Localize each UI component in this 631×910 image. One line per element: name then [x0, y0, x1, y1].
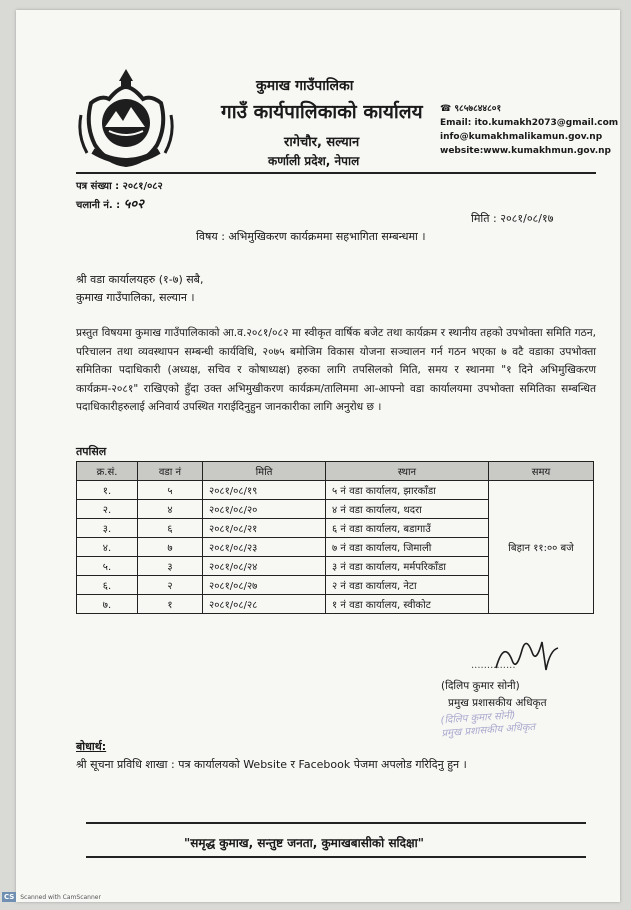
cell-serial: २.: [77, 500, 138, 519]
footer-divider-bottom: [86, 856, 586, 858]
recipient-line2: कुमाख गाउँपालिका, सल्यान ।: [76, 291, 195, 304]
contact-block: [440, 102, 618, 158]
col-date: मिति: [203, 462, 326, 481]
cell-ward: ६: [138, 519, 203, 538]
signatory-name: (दिलिप कुमार सोनी): [441, 680, 520, 692]
header-divider: [76, 172, 596, 174]
signatory-title: प्रमुख प्रशासकीय अधिकृत: [448, 697, 547, 709]
office-name-line1: कुमाख गाउँपालिका: [256, 78, 354, 94]
cell-ward: ३: [138, 557, 203, 576]
col-time: समय: [489, 462, 594, 481]
cell-place: ४ नं वडा कार्यालय, थदरा: [326, 500, 489, 519]
cell-serial: ४.: [77, 538, 138, 557]
table-row: [77, 481, 594, 500]
cell-time: बिहान ११:०० बजे: [489, 481, 594, 614]
website-url: website:www.kumakhmun.gov.np: [440, 146, 611, 156]
cell-ward: ५: [138, 481, 203, 500]
cell-place: २ नं वडा कार्यालय, नेटा: [326, 576, 489, 595]
cell-place: ६ नं वडा कार्यालय, बडागाउँ: [326, 519, 489, 538]
scanner-badge: CS: [4, 893, 15, 901]
handwritten-signature-icon: [486, 630, 566, 680]
dispatch-number-label: चलानी नं. :: [76, 200, 121, 211]
cell-place: ७ नं वडा कार्यालय, जिमाली: [326, 538, 489, 557]
schedule-header-row: [77, 462, 594, 481]
cell-date: २०८१/०८/२७: [203, 576, 326, 595]
letter-subject: विषय : अभिमुखिकरण कार्यक्रममा सहभागिता सम्बन्धमा ।: [196, 230, 426, 243]
cell-place: १ नं वडा कार्यालय, स्वीकोट: [326, 595, 489, 614]
letter-body: प्रस्तुत विषयमा कुमाख गाउँपालिकाको आ.व.२०८१/०८२ मा स्वीकृत वार्षिक बजेट तथा कार्यक्रम र स्थानीय तहको उपभोक्ता समिति गठन, परिचालन तथा व्यवस्थापन सम्बन्धी कार्यविधि, २०७५ बमोजिम विकास योजना सञ्चालन गर्न गठन भएका ७ वटै वडाका उपभोक्ता समितिका पदाधिकारी (अध्यक्ष, सचिव र कोषाध्यक्ष) हरुका लागि तपसिलको मिति, समय र स्थानमा "१ दिने अभिमुखिकरण कार्यक्रम-२०८१" राखिएको हुँदा उक्त अभिमुखीकरण कार्यक्रम/तालिममा आ-आफ्नो वडा कार्यालयमा उपभोक्ता समितिका सम्बन्धित पदाधिकारीहरुलाई अनिवार्य उपस्थित गराईदिनुहुन जानकारीका लागि अनुरोध छ ।: [76, 327, 596, 413]
email-primary: Email: ito.kumakh2073@gmail.com: [440, 118, 619, 128]
footer-divider-top: [86, 822, 586, 824]
cell-serial: ५.: [77, 557, 138, 576]
recipient-line1: श्री वडा कार्यालयहरु (१-७) सबै,: [76, 273, 204, 286]
cell-serial: १.: [77, 481, 138, 500]
office-address-line1: रागेचौर, सल्यान: [284, 135, 360, 150]
municipality-motto: "समृद्ध कुमाख, सन्तुष्ट जनता, कुमाखबासीको सदिक्षा": [184, 836, 424, 850]
cell-date: २०८१/०८/२३: [203, 538, 326, 557]
email-secondary: info@kumakhmalikamun.gov.np: [440, 132, 603, 142]
cell-date: २०८१/०८/२०: [203, 500, 326, 519]
cell-serial: ६.: [77, 576, 138, 595]
cell-date: २०८१/०८/१९: [203, 481, 326, 500]
cell-date: २०८१/०८/२१: [203, 519, 326, 538]
scanner-text: Scanned with CamScanner: [20, 894, 101, 901]
official-stamp: [440, 706, 567, 743]
schedule-table: [76, 461, 594, 614]
col-place: स्थान: [326, 462, 489, 481]
phone-number: ☎ ९८५७८४४८०१: [440, 104, 502, 114]
cell-ward: ७: [138, 538, 203, 557]
schedule-heading: तपसिल: [76, 445, 107, 458]
stamp-line2: प्रमुख प्रशासकीय अधिकृत: [441, 721, 536, 740]
signature-line: ..............: [471, 660, 516, 671]
office-name-line2: गाउँ कार्यपालिकाको कार्यालय: [221, 101, 423, 123]
cell-date: २०८१/०८/२४: [203, 557, 326, 576]
cell-place: ३ नं वडा कार्यालय, मर्मपरिकाँडा: [326, 557, 489, 576]
cell-serial: ७.: [77, 595, 138, 614]
dispatch-number-value: ५०२: [123, 197, 144, 212]
col-ward: वडा नं: [138, 462, 203, 481]
cell-ward: ४: [138, 500, 203, 519]
cell-place: ५ नं वडा कार्यालय, झारकाँडा: [326, 481, 489, 500]
cc-recipient-line: श्री सूचना प्रविधि शाखा : पत्र कार्यालयको Website र Facebook पेजमा अपलोड गरिदिनु हुन ।: [76, 758, 467, 771]
cc-heading: बोधार्थ:: [76, 740, 107, 753]
cell-ward: २: [138, 576, 203, 595]
cell-serial: ३.: [77, 519, 138, 538]
letter-date: मिति : २०८१/०८/१७: [471, 212, 554, 225]
cell-date: २०८१/०८/२८: [203, 595, 326, 614]
scanner-watermark: [2, 892, 101, 902]
col-serial: क्र.सं.: [77, 462, 138, 481]
letter-page: [16, 10, 620, 902]
office-address-line2: कर्णाली प्रदेश, नेपाल: [268, 154, 360, 168]
cell-ward: १: [138, 595, 203, 614]
letter-reference-number: पत्र संख्या : २०८१/०८२: [76, 181, 163, 192]
dispatch-number-row: [76, 194, 144, 212]
stamp-line1: (दिलिप कुमार सोनी): [440, 710, 516, 727]
municipality-emblem-icon: [71, 65, 181, 175]
